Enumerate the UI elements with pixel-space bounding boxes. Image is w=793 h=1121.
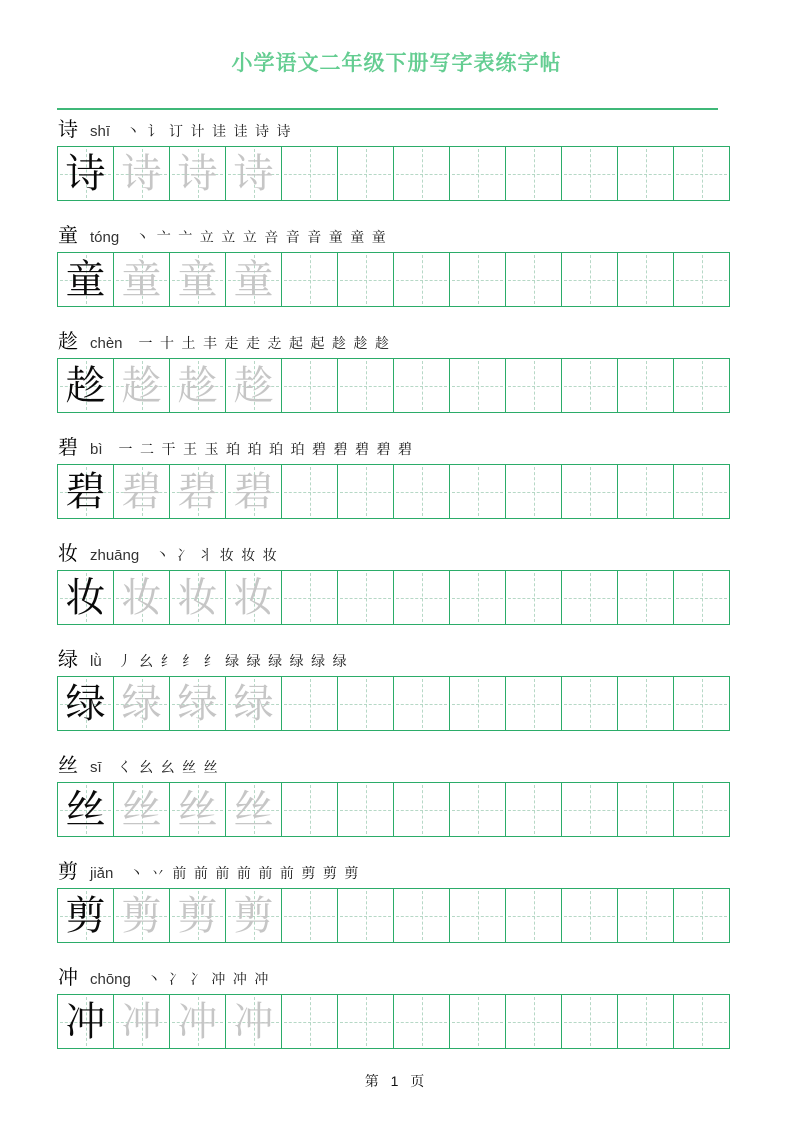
- row-header: [58, 648, 793, 672]
- practice-cell: [506, 677, 562, 731]
- practice-cell: [562, 253, 618, 307]
- practice-cell: [226, 995, 282, 1049]
- cell-character-trace: 碧: [121, 468, 162, 514]
- practice-cell: [58, 995, 114, 1049]
- cell-character-trace: 诗: [177, 150, 218, 196]
- row-character: 丝: [58, 755, 78, 777]
- practice-cell: [394, 783, 450, 837]
- practice-cell: [282, 889, 338, 943]
- practice-cell: [226, 465, 282, 519]
- grid-row: [58, 359, 730, 413]
- practice-cell: [674, 571, 730, 625]
- practice-cell: [506, 465, 562, 519]
- practice-cell: [562, 889, 618, 943]
- practice-cell: [506, 783, 562, 837]
- cell-character-trace: 剪: [121, 892, 162, 938]
- practice-cell: [170, 571, 226, 625]
- row-header: [58, 118, 793, 142]
- practice-grid: [57, 146, 730, 201]
- row-pinyin: lǜ: [90, 653, 102, 670]
- row-header: [58, 436, 793, 460]
- practice-cell: [170, 253, 226, 307]
- cell-character-model: 趁: [65, 362, 106, 408]
- worksheet-title: 小学语文二年级下册写字表练字帖: [231, 52, 562, 75]
- practice-row: [0, 860, 793, 943]
- row-stroke-order: 丿 幺 纟 纟 纟 绿 绿 绿 绿 绿 绿: [117, 655, 349, 670]
- practice-cell: [282, 465, 338, 519]
- row-pinyin: bì: [90, 441, 103, 458]
- practice-cell: [674, 995, 730, 1049]
- practice-row: [0, 754, 793, 837]
- grid-row: [58, 995, 730, 1049]
- practice-cell: [562, 359, 618, 413]
- row-stroke-order: 丶 冫 冫 冲 冲 冲: [146, 973, 271, 988]
- cell-character-model: 妆: [65, 574, 106, 620]
- practice-cell: [282, 571, 338, 625]
- practice-cell: [58, 677, 114, 731]
- grid-row: [58, 465, 730, 519]
- practice-cell: [450, 147, 506, 201]
- row-header: [58, 966, 793, 990]
- practice-cell: [114, 783, 170, 837]
- practice-cell: [58, 571, 114, 625]
- practice-cell: [674, 253, 730, 307]
- row-pinyin: shī: [90, 123, 111, 140]
- practice-grid: [57, 464, 730, 519]
- practice-cell: [226, 253, 282, 307]
- cell-character-trace: 碧: [233, 468, 274, 514]
- practice-cell: [170, 677, 226, 731]
- row-character: 剪: [58, 861, 78, 883]
- practice-cell: [562, 147, 618, 201]
- row-header: [58, 542, 793, 566]
- cell-character-trace: 绿: [177, 680, 218, 726]
- practice-cell: [618, 359, 674, 413]
- practice-cell: [282, 995, 338, 1049]
- practice-cell: [338, 359, 394, 413]
- practice-cell: [618, 147, 674, 201]
- practice-cell: [114, 677, 170, 731]
- practice-cell: [58, 465, 114, 519]
- cell-character-model: 童: [65, 256, 106, 302]
- practice-cell: [282, 677, 338, 731]
- cell-character-trace: 丝: [177, 786, 218, 832]
- practice-cell: [506, 571, 562, 625]
- practice-cell: [506, 995, 562, 1049]
- practice-cell: [58, 359, 114, 413]
- practice-cell: [338, 889, 394, 943]
- practice-cell: [394, 677, 450, 731]
- cell-character-trace: 妆: [177, 574, 218, 620]
- row-stroke-order: く 幺 幺 丝 丝: [117, 761, 220, 776]
- row-pinyin: sī: [90, 759, 102, 776]
- practice-cell: [562, 995, 618, 1049]
- practice-cell: [58, 889, 114, 943]
- practice-grid: [57, 888, 730, 943]
- practice-cell: [58, 147, 114, 201]
- grid-row: [58, 783, 730, 837]
- practice-cell: [506, 889, 562, 943]
- practice-grid: [57, 570, 730, 625]
- cell-character-trace: 绿: [233, 680, 274, 726]
- practice-cell: [618, 889, 674, 943]
- row-stroke-order: 丶 亠 亠 立 立 立 咅 音 音 童 童 童: [135, 231, 388, 246]
- cell-character-trace: 剪: [233, 892, 274, 938]
- row-character: 冲: [58, 967, 78, 989]
- practice-cell: [562, 571, 618, 625]
- cell-character-trace: 冲: [121, 998, 162, 1044]
- practice-row: [0, 118, 793, 201]
- practice-cell: [170, 359, 226, 413]
- practice-cell: [674, 147, 730, 201]
- practice-cell: [114, 571, 170, 625]
- practice-grid: [57, 676, 730, 731]
- row-character: 绿: [58, 649, 78, 671]
- cell-character-trace: 诗: [233, 150, 274, 196]
- cell-character-trace: 绿: [121, 680, 162, 726]
- cell-character-model: 剪: [65, 892, 106, 938]
- practice-cell: [282, 359, 338, 413]
- practice-cell: [674, 783, 730, 837]
- practice-cell: [338, 571, 394, 625]
- row-pinyin: zhuāng: [90, 547, 140, 564]
- practice-cell: [450, 783, 506, 837]
- row-character: 碧: [58, 437, 78, 459]
- practice-cell: [562, 783, 618, 837]
- row-stroke-order: 丶 讠 订 计 诖 诖 诗 诗: [126, 125, 293, 140]
- row-header: [58, 330, 793, 354]
- cell-character-trace: 冲: [177, 998, 218, 1044]
- practice-grid: [57, 994, 730, 1049]
- practice-cell: [58, 253, 114, 307]
- page-number: 第 1 页: [364, 1073, 429, 1089]
- practice-cell: [282, 783, 338, 837]
- practice-grid: [57, 252, 730, 307]
- practice-cell: [338, 783, 394, 837]
- practice-cell: [114, 359, 170, 413]
- row-header: [58, 860, 793, 884]
- practice-row: [0, 224, 793, 307]
- practice-cell: [226, 359, 282, 413]
- row-character: 趁: [58, 331, 78, 353]
- practice-row: [0, 542, 793, 625]
- practice-cell: [114, 465, 170, 519]
- row-character: 妆: [58, 543, 78, 565]
- practice-cell: [394, 889, 450, 943]
- practice-cell: [450, 889, 506, 943]
- cell-character-trace: 诗: [121, 150, 162, 196]
- cell-character-trace: 趁: [233, 362, 274, 408]
- practice-cell: [226, 571, 282, 625]
- cell-character-model: 丝: [65, 786, 106, 832]
- grid-row: [58, 889, 730, 943]
- practice-cell: [450, 359, 506, 413]
- practice-cell: [58, 783, 114, 837]
- practice-cell: [170, 465, 226, 519]
- practice-cell: [114, 995, 170, 1049]
- cell-character-model: 绿: [65, 680, 106, 726]
- row-character: 诗: [58, 119, 78, 141]
- cell-character-trace: 趁: [121, 362, 162, 408]
- practice-cell: [282, 253, 338, 307]
- row-header: [58, 754, 793, 778]
- practice-cell: [394, 359, 450, 413]
- practice-cell: [226, 147, 282, 201]
- practice-cell: [170, 889, 226, 943]
- practice-cell: [338, 465, 394, 519]
- cell-character-trace: 丝: [233, 786, 274, 832]
- cell-character-model: 冲: [65, 998, 106, 1044]
- cell-character-trace: 丝: [121, 786, 162, 832]
- cell-character-trace: 冲: [233, 998, 274, 1044]
- cell-character-trace: 剪: [177, 892, 218, 938]
- practice-cell: [282, 147, 338, 201]
- title-underline: [57, 108, 718, 110]
- practice-cell: [226, 677, 282, 731]
- practice-cell: [450, 995, 506, 1049]
- practice-cell: [394, 253, 450, 307]
- practice-cell: [114, 147, 170, 201]
- practice-cell: [226, 783, 282, 837]
- row-stroke-order: 丶 丷 前 前 前 前 前 前 剪 剪 剪: [129, 867, 361, 882]
- practice-cell: [338, 253, 394, 307]
- practice-cell: [674, 465, 730, 519]
- grid-row: [58, 253, 730, 307]
- practice-cell: [506, 359, 562, 413]
- cell-character-trace: 童: [177, 256, 218, 302]
- practice-row: [0, 648, 793, 731]
- practice-cell: [450, 465, 506, 519]
- practice-cell: [506, 253, 562, 307]
- practice-cell: [618, 465, 674, 519]
- practice-cell: [170, 147, 226, 201]
- practice-cell: [450, 253, 506, 307]
- cell-character-trace: 妆: [121, 574, 162, 620]
- row-pinyin: chèn: [90, 335, 123, 352]
- practice-cell: [114, 889, 170, 943]
- practice-cell: [394, 147, 450, 201]
- cell-character-model: 碧: [65, 468, 106, 514]
- row-character: 童: [58, 225, 78, 247]
- cell-character-model: 诗: [65, 150, 106, 196]
- practice-cell: [226, 889, 282, 943]
- cell-character-trace: 童: [121, 256, 162, 302]
- cell-character-trace: 童: [233, 256, 274, 302]
- practice-cell: [394, 465, 450, 519]
- practice-cell: [394, 995, 450, 1049]
- practice-cell: [338, 995, 394, 1049]
- practice-cell: [618, 571, 674, 625]
- row-stroke-order: 丶 冫 丬 妆 妆 妆: [155, 549, 279, 564]
- cell-character-trace: 趁: [177, 362, 218, 408]
- row-stroke-order: 一 十 土 丰 走 走 赱 起 起 趁 趁 趁: [138, 337, 392, 352]
- practice-cell: [114, 253, 170, 307]
- practice-row: [0, 330, 793, 413]
- practice-cell: [674, 889, 730, 943]
- row-pinyin: jiǎn: [90, 865, 114, 882]
- cell-character-trace: 碧: [177, 468, 218, 514]
- practice-cell: [450, 571, 506, 625]
- practice-cell: [170, 995, 226, 1049]
- practice-row: [0, 436, 793, 519]
- practice-cell: [562, 677, 618, 731]
- practice-cell: [562, 465, 618, 519]
- practice-row: [0, 966, 793, 1049]
- row-pinyin: chōng: [90, 971, 131, 988]
- practice-cell: [618, 995, 674, 1049]
- practice-cell: [618, 253, 674, 307]
- practice-cell: [338, 147, 394, 201]
- practice-cell: [394, 571, 450, 625]
- practice-cell: [170, 783, 226, 837]
- row-pinyin: tóng: [90, 229, 120, 246]
- practice-cell: [618, 783, 674, 837]
- practice-cell: [450, 677, 506, 731]
- grid-row: [58, 147, 730, 201]
- practice-cell: [338, 677, 394, 731]
- row-header: [58, 224, 793, 248]
- row-stroke-order: 一 二 干 王 玉 珀 珀 珀 珀 碧 碧 碧 碧 碧: [118, 443, 415, 458]
- grid-row: [58, 677, 730, 731]
- practice-cell: [674, 677, 730, 731]
- practice-grid: [57, 358, 730, 413]
- practice-cell: [506, 147, 562, 201]
- practice-cell: [618, 677, 674, 731]
- grid-row: [58, 571, 730, 625]
- practice-rows: [0, 118, 793, 1049]
- practice-grid: [57, 782, 730, 837]
- cell-character-trace: 妆: [233, 574, 274, 620]
- practice-cell: [674, 359, 730, 413]
